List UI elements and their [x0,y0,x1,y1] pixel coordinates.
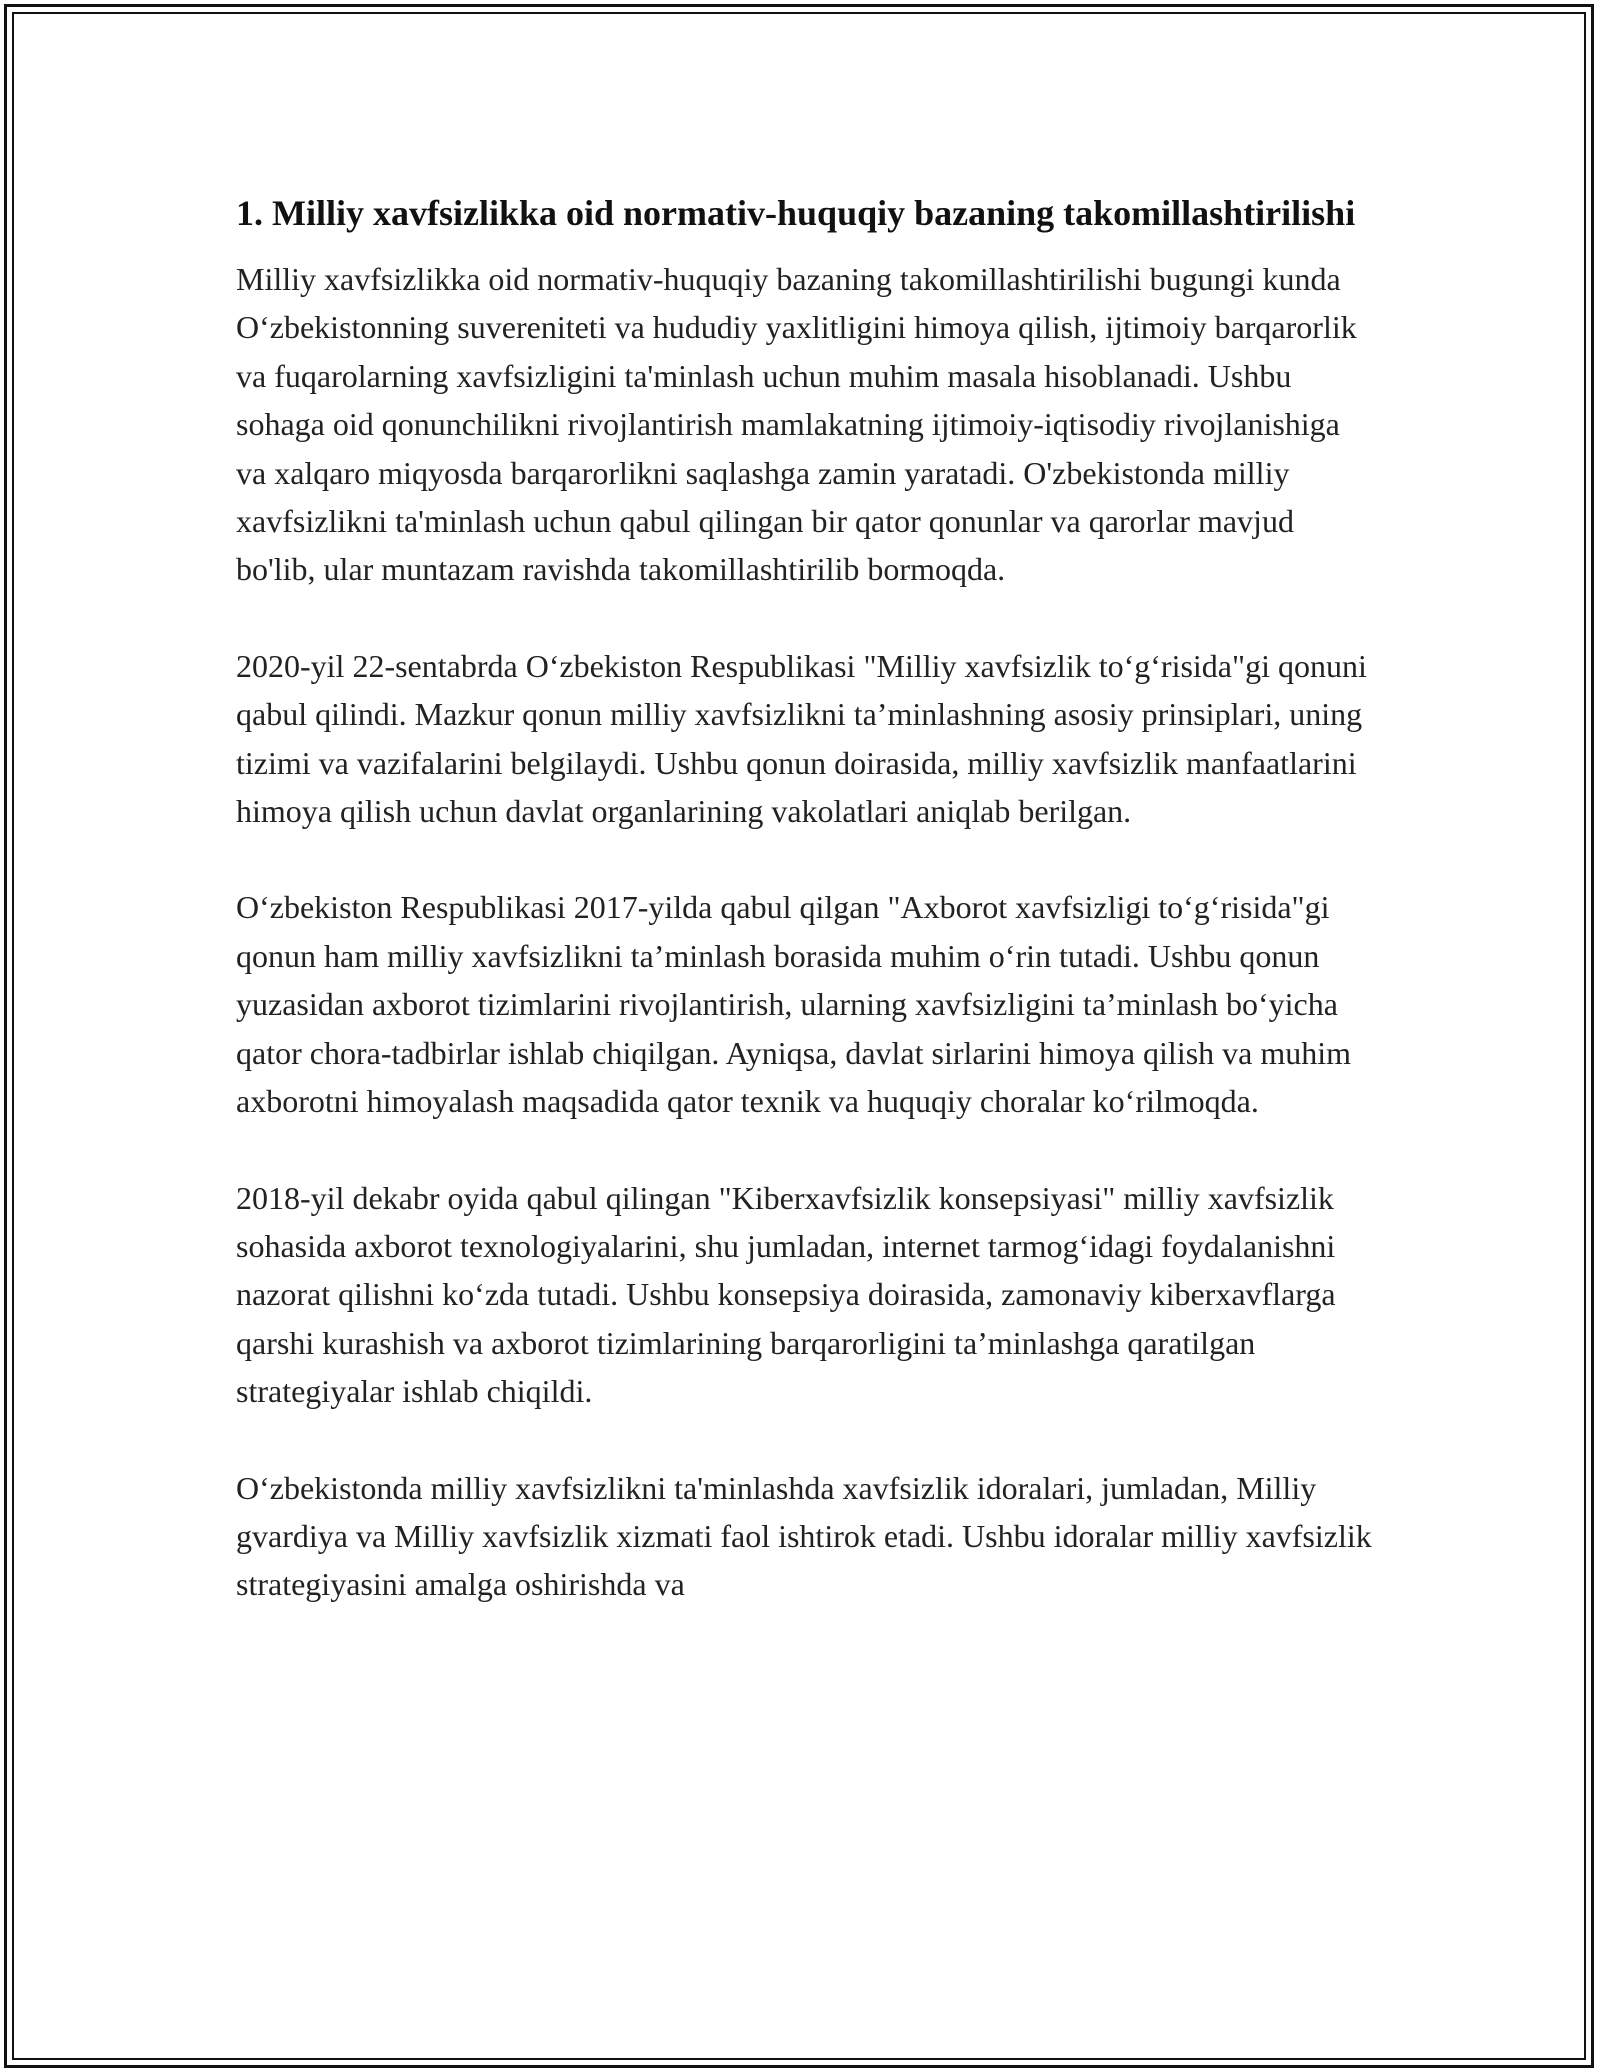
section-heading: 1. Milliy xavfsizlikka oid normativ-huquqiy bazaning takomillashtirilishi [236,193,1356,233]
paragraph-security-agencies: O‘zbekistonda milliy xavfsizlikni ta'minlashda xavfsizlik idoralari, jumladan, Milliy gvardiya va Milliy xavfsizlik xizmati faol ishtirok etadi. Ushbu idoralar milliy xavfsizlik strategiyasini amalga oshirishda va [236,1469,1372,1603]
paragraph-intro: Milliy xavfsizlikka oid normativ-huquqiy bazaning takomillashtirilishi bugungi kunda O‘zbekistonning suvereniteti va hududiy yaxlitligini himoya qilish, ijtimoiy barqarorlik va fuqarolarning xavfsizligini ta'minlash uchun muhim masala hisoblanadi. Ushbu sohaga oid qonunchilikni rivojlantirish mamlakatning ijtimoiy-iqtisodiy rivojlanishiga va xalqaro miqyosda barqarorlikni saqlashga zamin yaratadi. O'zbekistonda milliy xavfsizlikni ta'minlash uchun qabul qilingan bir qator qonunlar va qarorlar mavjud bo'lib, ular muntazam ravishda takomillashtirilib bormoqda. [236,261,1357,588]
paragraph-information-security-law: O‘zbekiston Respublikasi 2017-yilda qabul qilgan "Axborot xavfsizligi to‘g‘risida"gi qonun ham milliy xavfsizlikni ta’minlash borasida muhim o‘rin tutadi. Ushbu qonun yuzasidan axborot tizimlarini rivojlantirish, ularning xavfsizligini ta’minlash bo‘yicha qator chora-tadbirlar ishlab chiqilgan. Ayniqsa, davlat sirlarini himoya qilish va muhim axborotni himoyalash maqsadida qator texnik va huquqiy choralar ko‘rilmoqda. [236,889,1352,1120]
paragraph-national-security-law: 2020-yil 22-sentabrda O‘zbekiston Respublikasi "Milliy xavfsizlik to‘g‘risida"gi qonuni qabul qilindi. Mazkur qonun milliy xavfsizlikni ta’minlashning asosiy prinsiplari, uning tizimi va vazifalarini belgilaydi. Ushbu qonun doirasida, milliy xavfsizlik manfaatlarini himoya qilish uchun davlat organlarining vakolatlari aniqlab berilgan. [236,647,1367,830]
document-body [236,186,1376,1609]
paragraph-cybersecurity-concept: 2018-yil dekabr oyida qabul qilingan "Kiberxavfsizlik konsepsiyasi" milliy xavfsizlik sohasida axborot texnologiyalarini, shu jumladan, internet tarmog‘idagi foydalanishni nazorat qilishni ko‘zda tutadi. Ushbu konsepsiya doirasida, zamonaviy kiberxavflarga qarshi kurashish va axborot tizimlarining barqarorligini ta’minlashga qaratilgan strategiyalar ishlab chiqildi. [236,1179,1336,1410]
